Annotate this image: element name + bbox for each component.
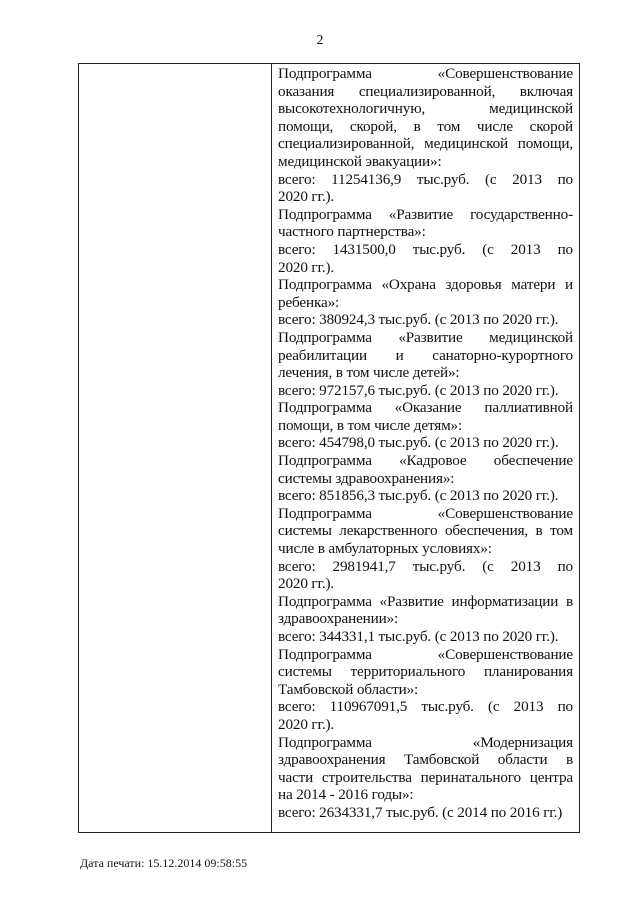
text-line: здравоохранении»:: [278, 610, 399, 628]
text-line: всего: 110967091,5 тыс.руб. (с 2013 по: [278, 698, 573, 716]
text-line: здравоохранения Тамбовской области в: [278, 751, 573, 769]
table-left-column: [79, 64, 272, 832]
text-line: Подпрограмма «Модернизация: [278, 733, 573, 751]
page-number: 2: [316, 33, 324, 48]
text-line: реабилитации и санаторно-курортного: [278, 346, 573, 364]
text-line: всего: 344331,1 тыс.руб. (с 2013 по 2020 гг.).: [278, 628, 559, 645]
text-line: Подпрограмма «Охрана здоровья матери и: [278, 276, 573, 294]
text-line: Подпрограмма «Кадровое обеспечение: [278, 452, 573, 470]
print-date: Дата печати: 15.12.2014 09:58:55: [80, 856, 248, 870]
text-line: Подпрограмма «Совершенствование: [278, 504, 573, 522]
text-line: Подпрограмма «Совершенствование: [278, 65, 573, 82]
table-right-column: [278, 65, 573, 822]
text-line: всего: 2634331,7 тыс.руб. (с 2014 по 2016 гг.): [278, 803, 563, 821]
text-line: Подпрограмма «Развитие государственно-: [278, 205, 573, 223]
text-line: Тамбовской области»:: [278, 680, 419, 698]
text-line: на 2014 - 2016 годы»:: [278, 786, 414, 804]
text-line: части строительства перинатального центра: [278, 768, 573, 786]
text-line: системы здравоохранения»:: [278, 469, 455, 487]
text-line: 2020 гг.).: [278, 188, 335, 206]
text-line: 2020 гг.).: [278, 715, 335, 733]
text-line: Подпрограмма «Совершенствование: [278, 645, 573, 663]
text-line: системы лекарственного обеспечения, в том: [278, 522, 573, 540]
text-line: медицинской эвакуации»:: [278, 152, 442, 170]
text-line: оказания специализированной, включая: [278, 82, 573, 100]
text-line: помощи, в том числе детям»:: [278, 416, 463, 434]
text-line: системы территориального планирования: [278, 663, 573, 681]
text-line: всего: 454798,0 тыс.руб. (с 2013 по 2020 гг.).: [278, 434, 559, 452]
text-line: высокотехнологичную, медицинской: [278, 100, 573, 118]
text-line: всего: 2981941,7 тыс.руб. (с 2013 по: [278, 557, 573, 575]
text-line: всего: 11254136,9 тыс.руб. (с 2013 по: [278, 170, 573, 188]
document-table: [78, 63, 580, 833]
text-line: помощи, скорой, в том числе скорой: [278, 117, 573, 135]
text-line: ребенка»:: [278, 293, 340, 311]
text-line: Подпрограмма «Развитие информатизации в: [278, 592, 573, 610]
text-line: лечения, в том числе детей»:: [278, 364, 460, 382]
text-line: всего: 380924,3 тыс.руб. (с 2013 по 2020 гг.).: [278, 311, 559, 329]
text-line: 2020 гг.).: [278, 575, 335, 593]
text-line: специализированной, медицинской помощи,: [278, 135, 573, 153]
text-line: всего: 972157,6 тыс.руб. (с 2013 по 2020 гг.).: [278, 381, 559, 399]
text-line: всего: 851856,3 тыс.руб. (с 2013 по 2020 гг.).: [278, 487, 559, 505]
text-line: Подпрограмма «Оказание паллиативной: [278, 399, 573, 417]
text-line: частного партнерства»:: [278, 223, 426, 241]
text-line: 2020 гг.).: [278, 258, 335, 276]
text-line: всего: 1431500,0 тыс.руб. (с 2013 по: [278, 240, 573, 258]
text-line: числе в амбулаторных условиях»:: [278, 540, 492, 558]
text-line: Подпрограмма «Развитие медицинской: [278, 328, 573, 346]
